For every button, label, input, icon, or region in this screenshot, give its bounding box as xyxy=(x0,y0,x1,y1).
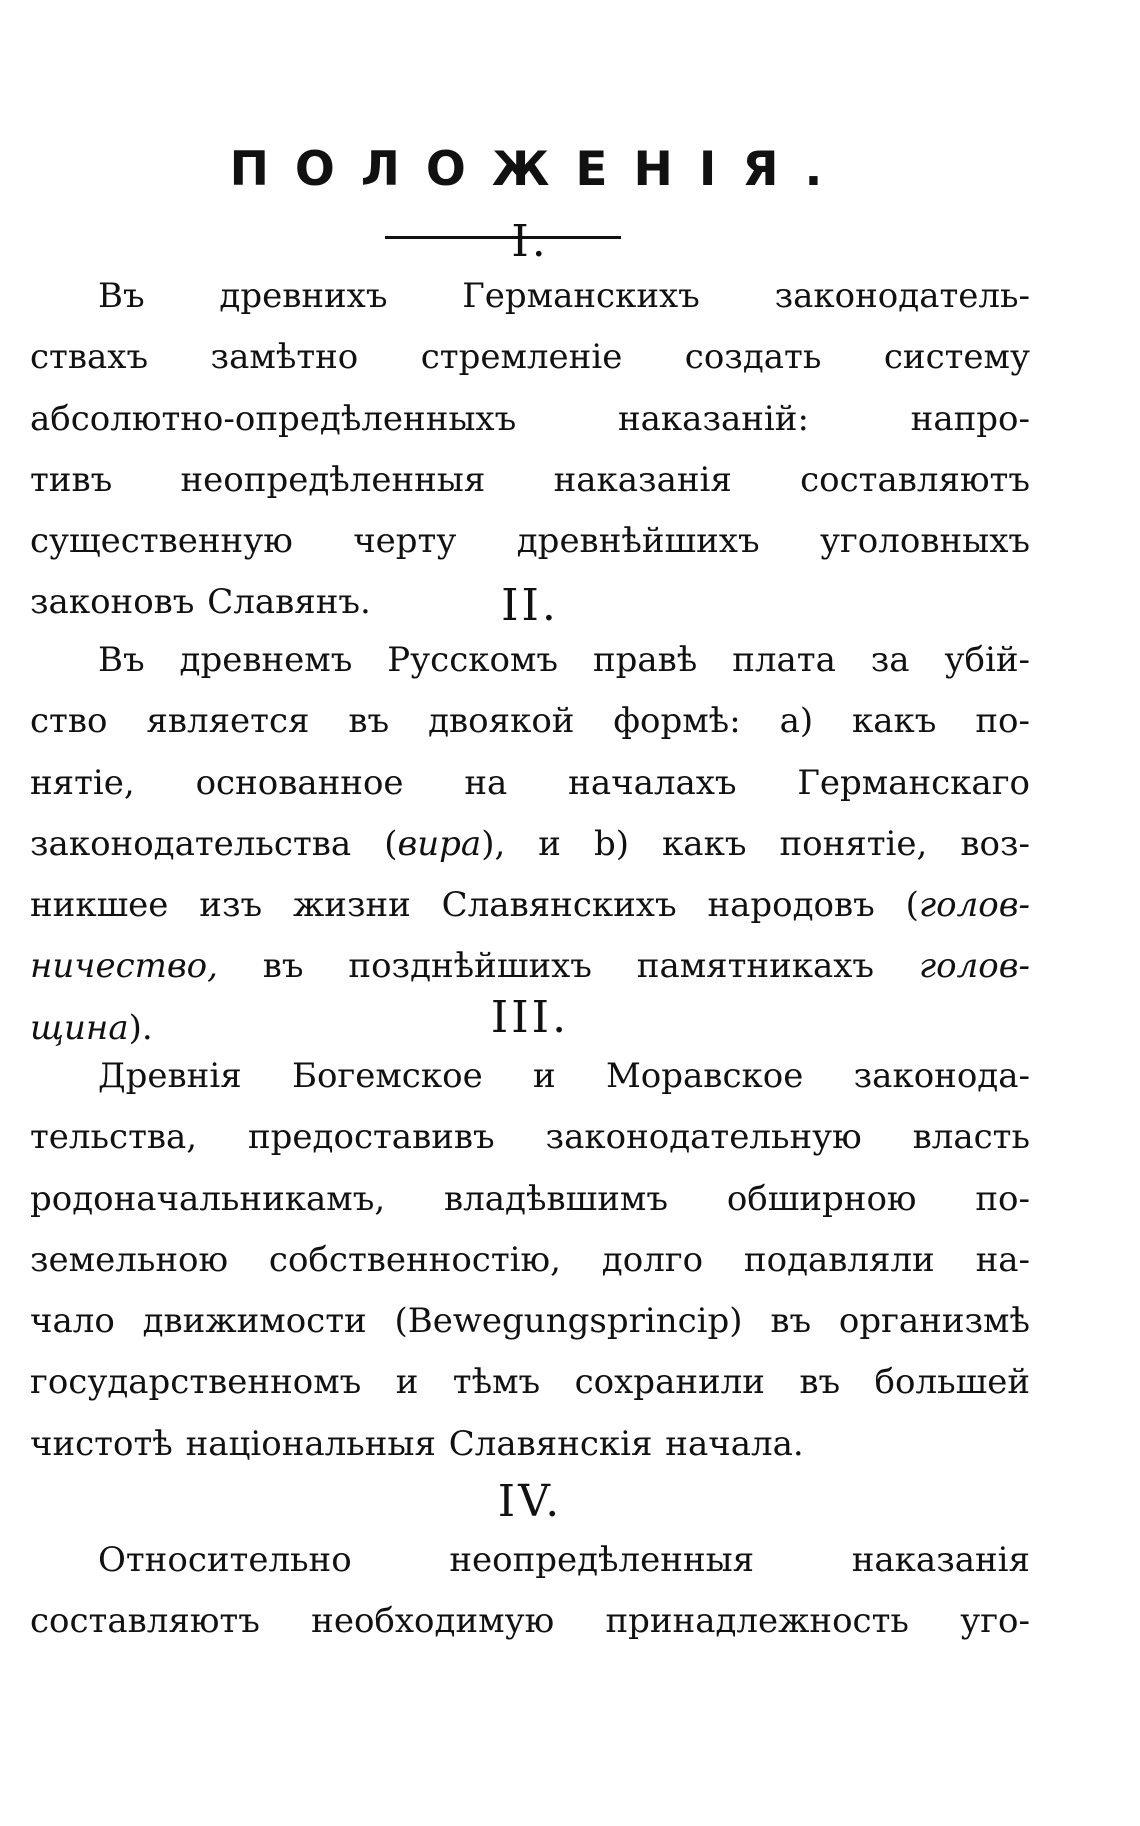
text-line: Въ древнихъ Германскихъ законодатель- xyxy=(98,276,1030,316)
text-line: щина). xyxy=(30,1007,153,1048)
text-line: законодательства (вира), и b) какъ понятіе, воз- xyxy=(30,823,1030,864)
section-number-3: III. xyxy=(490,992,570,1043)
text-line: Относительно неопредѣленныя наказанія xyxy=(98,1540,1030,1580)
text-line: нятіе, основанное на началахъ Германскаго xyxy=(30,762,1030,803)
italic-term: щина xyxy=(30,1007,129,1048)
text-line: никшее изъ жизни Славянскихъ народовъ (голов- xyxy=(30,885,1030,926)
section-number-1: I. xyxy=(511,216,549,267)
text-line: законовъ Славянъ. xyxy=(30,582,371,623)
text-line: родоначальникамъ, владѣвшимъ обширною по- xyxy=(30,1178,1030,1219)
text-line: составляютъ необходимую принадлежность уго- xyxy=(30,1601,1030,1642)
italic-term: вира xyxy=(397,823,482,864)
text-line: тивъ неопредѣленныя наказанія составляютъ xyxy=(30,459,1030,500)
text-line: Въ древнемъ Русскомъ правѣ плата за убій- xyxy=(98,640,1030,680)
section-text-4 xyxy=(30,1530,1030,1653)
text-line: ство является въ двоякой формѣ: а) какъ по- xyxy=(30,701,1030,742)
text-line: государственномъ и тѣмъ сохранили въ большей xyxy=(30,1362,1030,1403)
page-title: ПОЛОЖЕНІЯ. xyxy=(229,142,849,197)
text-line: тельства, предоставивъ законодательную власть xyxy=(30,1117,1030,1158)
italic-term: голов- xyxy=(918,885,1030,926)
text-line: ствахъ замѣтно стремленіе создать систему xyxy=(30,337,1030,378)
text-line: абсолютно-опредѣленныхъ наказаній: напро- xyxy=(30,398,1030,439)
italic-term: ничество, xyxy=(30,946,218,987)
section-number-2: II. xyxy=(501,580,559,631)
text-line: существенную черту древнѣйшихъ уголовныхъ xyxy=(30,521,1030,562)
text-line: земельною собственностію, долго подавляли на- xyxy=(30,1239,1030,1280)
document-page xyxy=(30,0,1030,1826)
section-text-3 xyxy=(30,1046,1030,1475)
text-line: ничество, въ позднѣйшихъ памятникахъ голов- xyxy=(30,946,1030,987)
text-line: Древнія Богемское и Моравское законода- xyxy=(98,1056,1030,1096)
section-number-4: IV. xyxy=(497,1476,563,1527)
text-line: чистотѣ національныя Славянскія начала. xyxy=(30,1423,804,1464)
text-line: чало движимости (Bewegungsprincip) въ организмѣ xyxy=(30,1301,1030,1342)
italic-term: голов- xyxy=(918,946,1030,987)
